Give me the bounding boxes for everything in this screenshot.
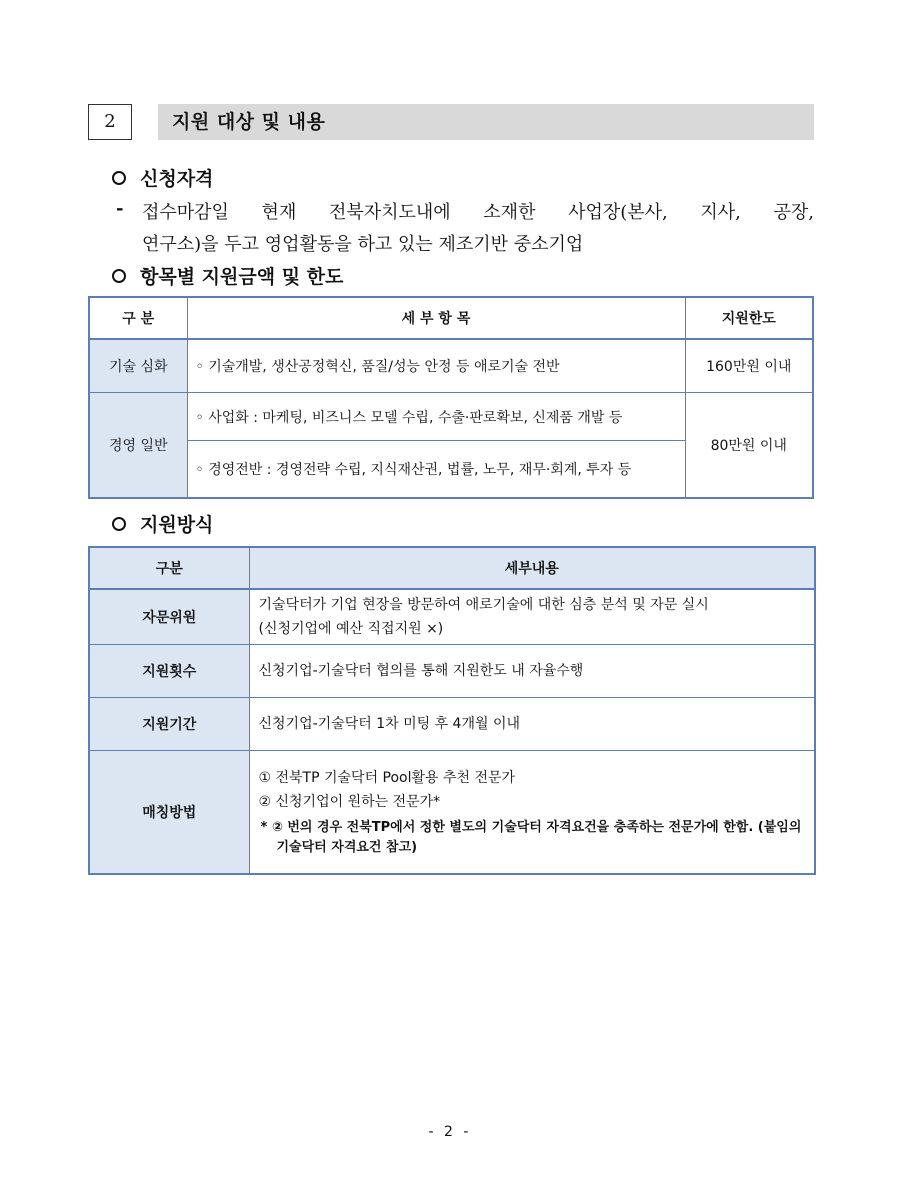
limits-header-category: 구 분 — [89, 297, 187, 339]
detail-line: 신청기업-기술닥터 협의를 통해 지원한도 내 자율수행 — [258, 663, 584, 679]
section-number: 2 — [88, 104, 132, 140]
category-cell: 경영 일반 — [89, 393, 187, 499]
table-row — [89, 751, 815, 875]
method-label-cell: 자문위원 — [89, 589, 249, 645]
eligibility-line-2: 연구소)을 두고 영업활동을 하고 있는 제조기반 중소기업 — [142, 234, 584, 255]
limit-cell: 80만원 이내 — [685, 393, 813, 499]
method-header-details: 세부내용 — [249, 547, 815, 589]
limit-cell: 160만원 이내 — [685, 339, 813, 393]
method-header-category: 구분 — [89, 547, 249, 589]
method-heading — [112, 510, 213, 537]
limits-table — [88, 296, 814, 499]
page-number: - 2 - — [428, 1124, 472, 1140]
limits-header-limit: 지원한도 — [685, 297, 813, 339]
detail-line: 기술닥터가 기업 현장을 방문하여 애로기술에 대한 심층 분석 및 자문 실시 — [258, 597, 709, 613]
section-title: 지원 대상 및 내용 — [172, 111, 326, 133]
matching-note: * ② 번의 경우 전북TP에서 정한 별도의 기술닥터 자격요건을 충족하는 전문가에 한함. (붙임의 기술닥터 자격요건 참고) — [260, 820, 802, 855]
method-label-cell: 지원기간 — [89, 698, 249, 751]
method-label-cell: 지원횟수 — [89, 645, 249, 698]
method-header-row — [89, 547, 815, 589]
circle-bullet-icon — [112, 171, 126, 185]
method-detail-cell — [249, 698, 815, 751]
detail-cell: ◦ 사업화 : 마케팅, 비즈니스 모델 수립, 수출·판로확보, 신제품 개발 등 — [187, 393, 685, 441]
method-table — [88, 546, 816, 875]
detail-line: ① 전북TP 기술닥터 Pool활용 추천 전문가 — [258, 770, 516, 786]
detail-cell: ◦ 경영전반 : 경영전략 수립, 지식재산권, 법률, 노무, 재무·회계, 투자 등 — [187, 441, 685, 499]
table-row — [89, 589, 815, 645]
method-heading-text: 지원방식 — [140, 514, 214, 536]
dash-bullet: - — [116, 198, 124, 219]
method-detail-cell — [249, 645, 815, 698]
eligibility-heading-text: 신청자격 — [140, 168, 214, 190]
method-label-cell: 매칭방법 — [89, 751, 249, 875]
eligibility-heading — [112, 164, 213, 191]
table-row — [89, 698, 815, 751]
method-detail-cell — [249, 589, 815, 645]
limits-header-details: 세 부 항 목 — [187, 297, 685, 339]
method-detail-cell — [249, 751, 815, 875]
detail-line: ② 신청기업이 원하는 전문가* — [258, 794, 441, 810]
circle-bullet-icon — [112, 517, 126, 531]
section-title-bar — [158, 104, 814, 140]
limits-heading-text: 항목별 지원금액 및 한도 — [140, 266, 344, 288]
limits-header-row — [89, 297, 813, 339]
detail-cell: ◦ 기술개발, 생산공정혁신, 품질/성능 안정 등 애로기술 전반 — [187, 339, 685, 393]
detail-line: 신청기업-기술닥터 1차 미팅 후 4개월 이내 — [258, 716, 521, 732]
table-row — [89, 645, 815, 698]
limits-heading — [112, 262, 343, 289]
table-row — [89, 339, 813, 393]
category-cell: 기술 심화 — [89, 339, 187, 393]
circle-bullet-icon — [112, 269, 126, 283]
table-row — [89, 393, 813, 441]
detail-line: (신청기업에 예산 직접지원 ×) — [258, 621, 444, 637]
eligibility-line-1: 접수마감일 현재 전북자치도내에 소재한 사업장(본사, 지사, 공장, — [142, 202, 814, 223]
